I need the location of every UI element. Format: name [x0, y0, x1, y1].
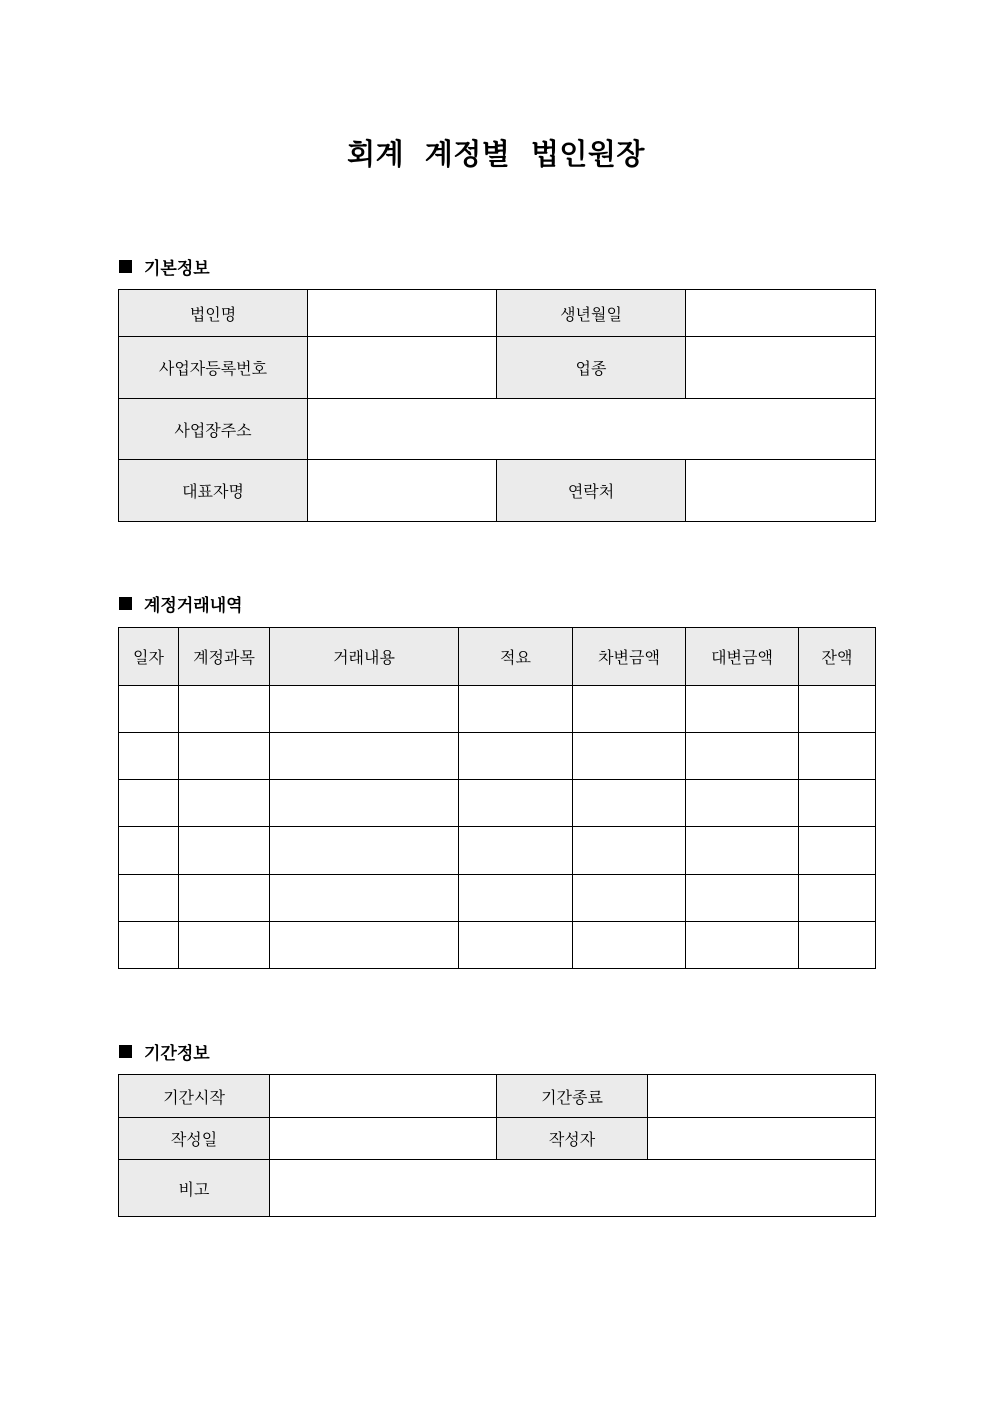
writer-field[interactable]: [648, 1118, 876, 1160]
label-written-date: 작성일: [119, 1118, 270, 1160]
col-header-debit: 차변금액: [573, 628, 686, 686]
table-row: [119, 780, 876, 827]
period-start-field[interactable]: [270, 1075, 497, 1118]
remarks-field[interactable]: [270, 1160, 876, 1217]
table-row: [119, 733, 876, 780]
col-header-description: 거래내용: [270, 628, 459, 686]
label-industry: 업종: [497, 337, 686, 399]
table-row: [119, 922, 876, 969]
birth-date-field[interactable]: [686, 290, 876, 337]
description-cell[interactable]: [270, 827, 459, 875]
basic-info-table: [118, 289, 876, 522]
label-period-start: 기간시작: [119, 1075, 270, 1118]
section-header-transactions: [119, 591, 243, 616]
credit-cell[interactable]: [686, 686, 799, 733]
summary-cell[interactable]: [459, 686, 573, 733]
label-biz-address: 사업장주소: [119, 399, 308, 460]
balance-cell[interactable]: [799, 733, 876, 780]
transactions-table: [118, 627, 876, 969]
summary-cell[interactable]: [459, 827, 573, 875]
balance-cell[interactable]: [799, 827, 876, 875]
date-cell[interactable]: [119, 733, 179, 780]
col-header-summary: 적요: [459, 628, 573, 686]
page-title: 회계 계정별 법인원장: [347, 137, 645, 171]
account-cell[interactable]: [179, 686, 270, 733]
col-header-credit: 대변금액: [686, 628, 799, 686]
col-header-balance: 잔액: [799, 628, 876, 686]
section-title: 기간정보: [144, 1044, 210, 1064]
description-cell[interactable]: [270, 875, 459, 922]
label-rep-name: 대표자명: [119, 460, 308, 522]
written-date-field[interactable]: [270, 1118, 497, 1160]
account-cell[interactable]: [179, 827, 270, 875]
table-row: [119, 686, 876, 733]
date-cell[interactable]: [119, 827, 179, 875]
description-cell[interactable]: [270, 780, 459, 827]
period-end-field[interactable]: [648, 1075, 876, 1118]
square-bullet-icon: [119, 260, 132, 273]
rep-name-field[interactable]: [308, 460, 497, 522]
credit-cell[interactable]: [686, 875, 799, 922]
credit-cell[interactable]: [686, 922, 799, 969]
balance-cell[interactable]: [799, 922, 876, 969]
account-cell[interactable]: [179, 875, 270, 922]
summary-cell[interactable]: [459, 733, 573, 780]
credit-cell[interactable]: [686, 827, 799, 875]
section-header-period-info: [119, 1039, 210, 1064]
industry-field[interactable]: [686, 337, 876, 399]
square-bullet-icon: [119, 1045, 132, 1058]
period-info-table: [118, 1074, 876, 1217]
account-cell[interactable]: [179, 733, 270, 780]
biz-reg-no-field[interactable]: [308, 337, 497, 399]
description-cell[interactable]: [270, 686, 459, 733]
balance-cell[interactable]: [799, 686, 876, 733]
section-title: 기본정보: [144, 259, 210, 279]
debit-cell[interactable]: [573, 780, 686, 827]
label-remarks: 비고: [119, 1160, 270, 1217]
contact-field[interactable]: [686, 460, 876, 522]
summary-cell[interactable]: [459, 922, 573, 969]
date-cell[interactable]: [119, 922, 179, 969]
debit-cell[interactable]: [573, 733, 686, 780]
account-cell[interactable]: [179, 780, 270, 827]
section-title: 계정거래내역: [144, 596, 243, 616]
balance-cell[interactable]: [799, 780, 876, 827]
balance-cell[interactable]: [799, 875, 876, 922]
col-header-date: 일자: [119, 628, 179, 686]
table-header-row: [119, 628, 876, 686]
section-header-basic-info: [119, 254, 210, 279]
date-cell[interactable]: [119, 686, 179, 733]
label-biz-reg-no: 사업자등록번호: [119, 337, 308, 399]
label-period-end: 기간종료: [497, 1075, 648, 1118]
square-bullet-icon: [119, 597, 132, 610]
date-cell[interactable]: [119, 875, 179, 922]
description-cell[interactable]: [270, 922, 459, 969]
corp-name-field[interactable]: [308, 290, 497, 337]
label-corp-name: 법인명: [119, 290, 308, 337]
debit-cell[interactable]: [573, 875, 686, 922]
account-cell[interactable]: [179, 922, 270, 969]
label-writer: 작성자: [497, 1118, 648, 1160]
debit-cell[interactable]: [573, 922, 686, 969]
biz-address-field[interactable]: [308, 399, 876, 460]
debit-cell[interactable]: [573, 827, 686, 875]
summary-cell[interactable]: [459, 875, 573, 922]
table-row: [119, 827, 876, 875]
debit-cell[interactable]: [573, 686, 686, 733]
table-row: [119, 875, 876, 922]
credit-cell[interactable]: [686, 733, 799, 780]
col-header-account: 계정과목: [179, 628, 270, 686]
date-cell[interactable]: [119, 780, 179, 827]
label-birth-date: 생년월일: [497, 290, 686, 337]
summary-cell[interactable]: [459, 780, 573, 827]
label-contact: 연락처: [497, 460, 686, 522]
description-cell[interactable]: [270, 733, 459, 780]
credit-cell[interactable]: [686, 780, 799, 827]
